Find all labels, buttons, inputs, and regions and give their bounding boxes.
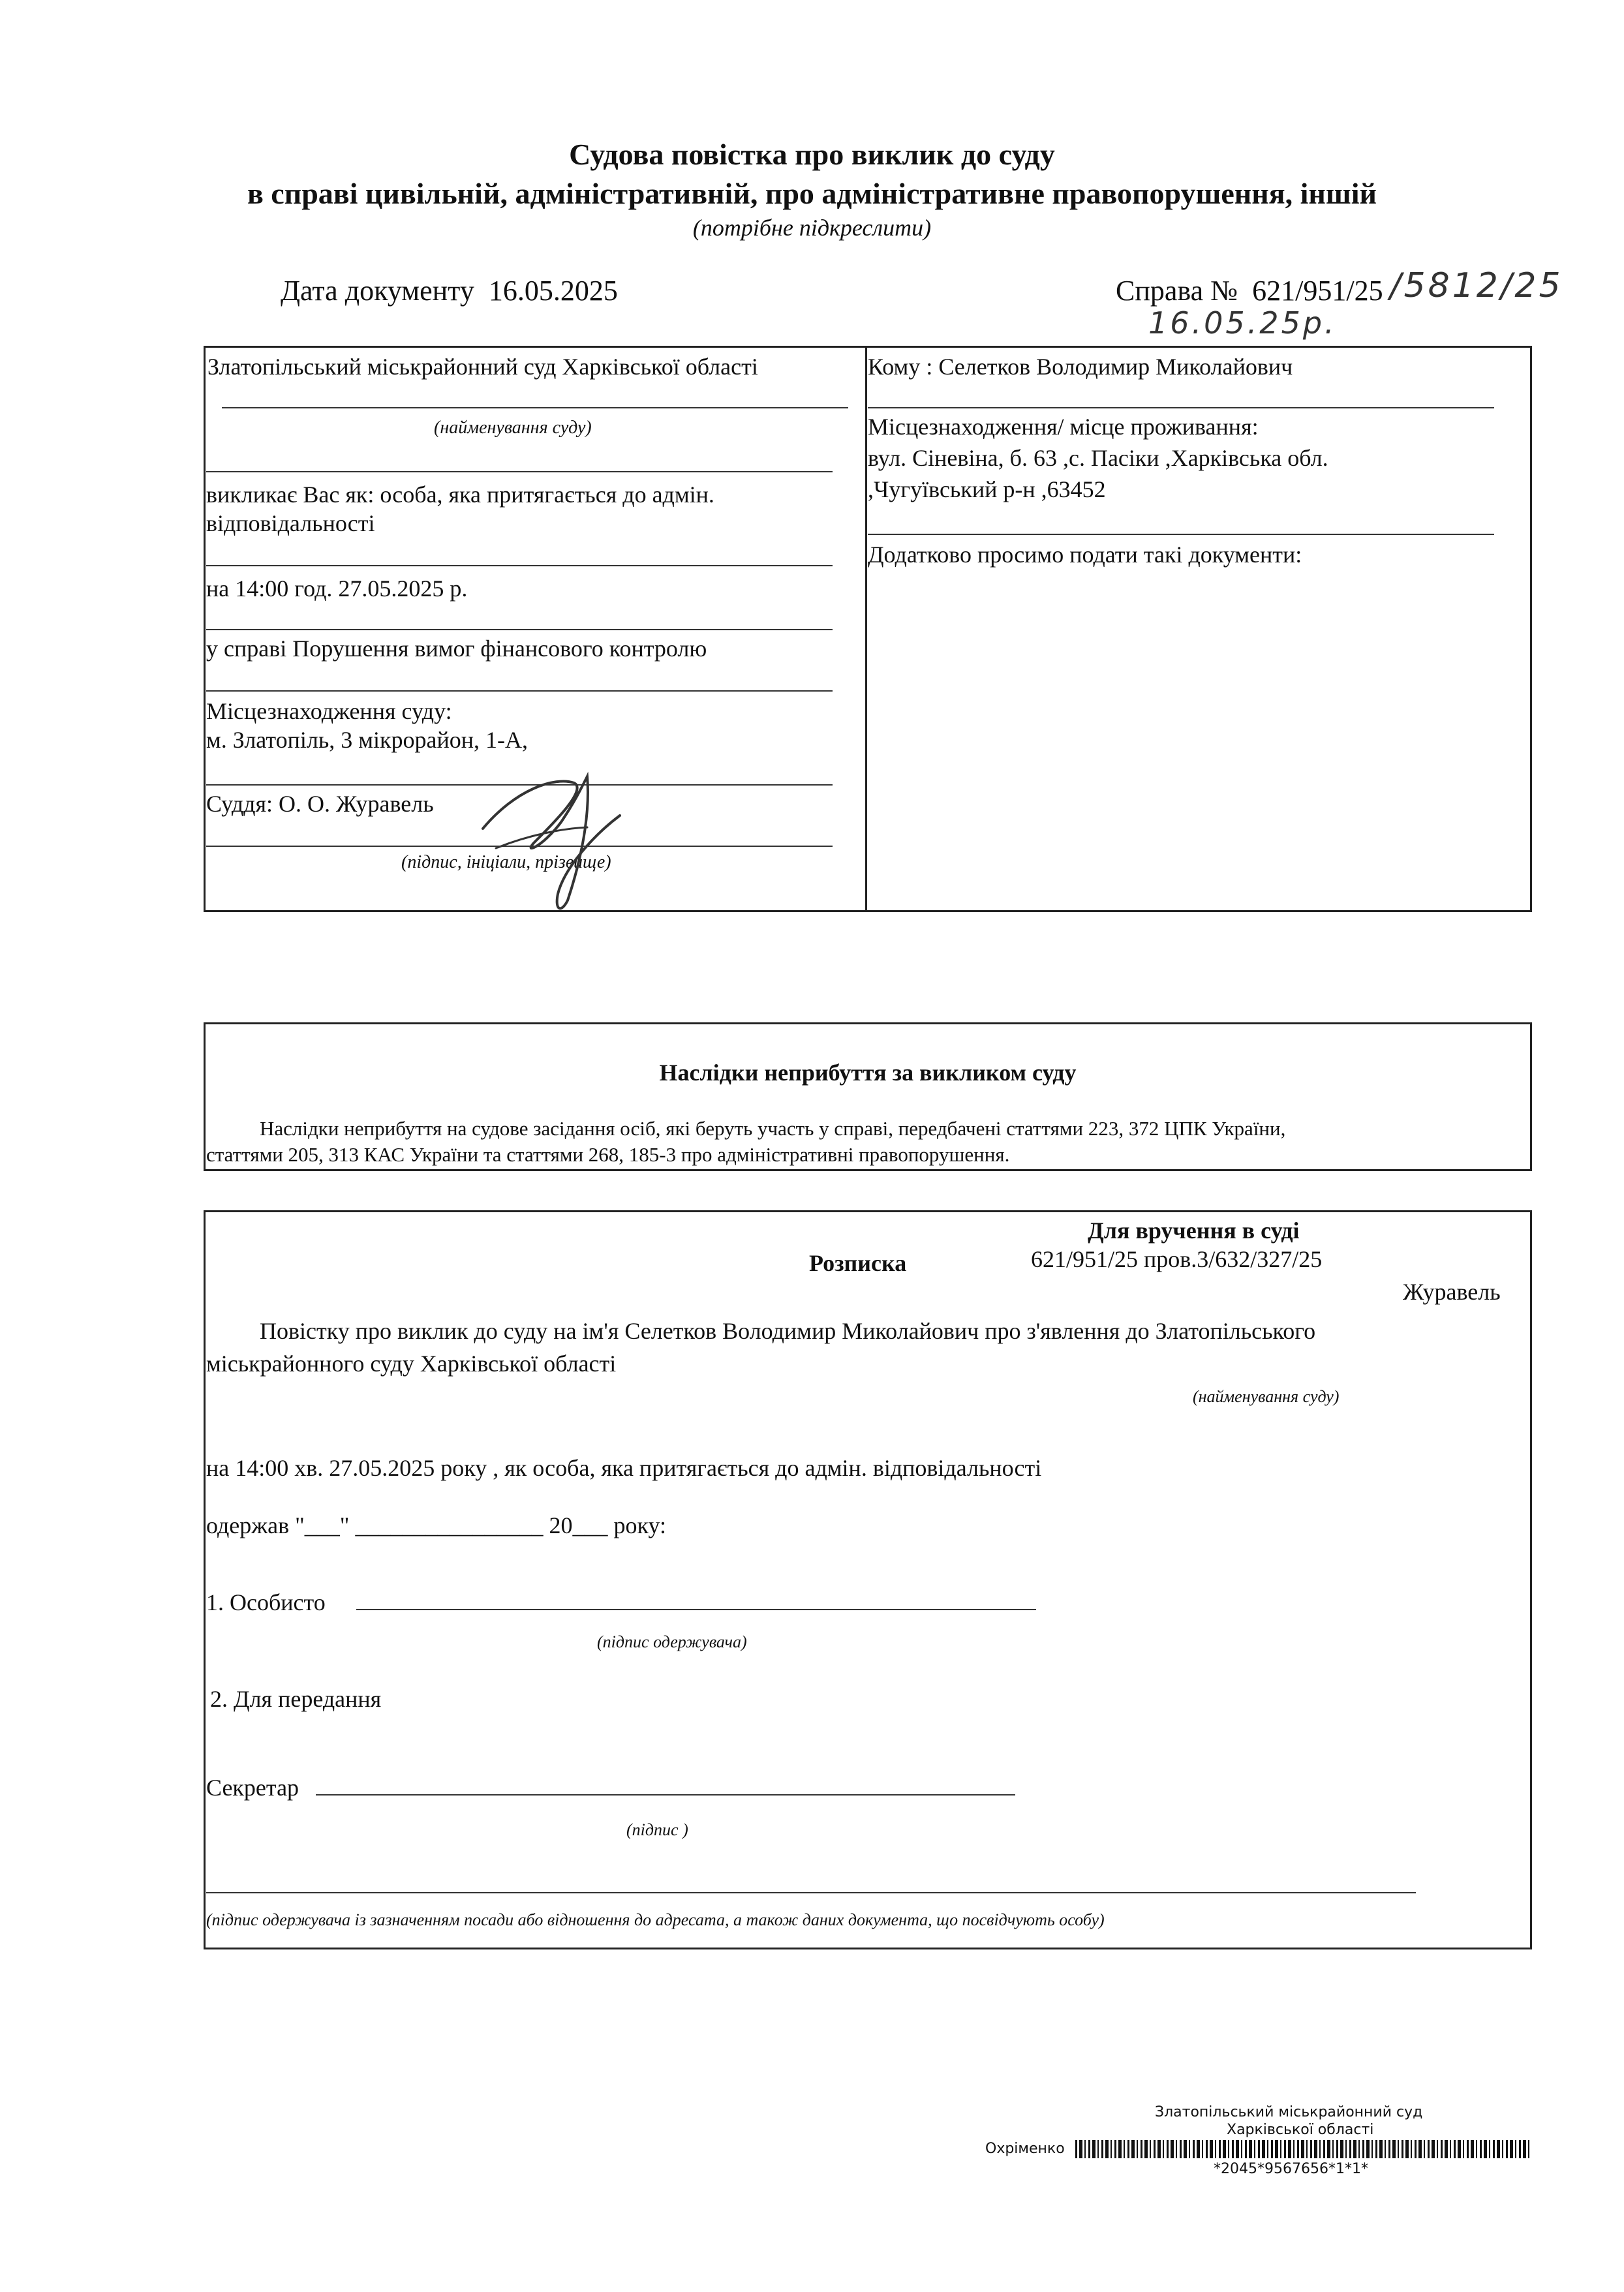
- barcode-text: *2045*9567656*1*1*: [1214, 2161, 1368, 2177]
- court-name: Златопільський міськрайонний суд Харківської області: [207, 354, 758, 380]
- receipt-personal-label: 1. Особисто: [206, 1589, 326, 1615]
- document-date: [281, 274, 618, 307]
- document-title: Судова повістка про виклик до суду: [569, 138, 1055, 171]
- consequences-text-line1: Наслідки неприбуття на судове засідання осіб, які беруть участь у справі, передбачені статтями 223, 372 ЦПК України,: [260, 1117, 1286, 1140]
- recipient-address-line2: ,Чугуївський р-н ,63452: [868, 476, 1106, 502]
- recipient-underline: [868, 407, 1494, 408]
- case-number-label: Справа №: [1116, 275, 1238, 307]
- case-number: [1116, 274, 1383, 307]
- handwritten-registration-number: /5812/25: [1390, 266, 1563, 305]
- receipt-received-line: одержав "___" ________________ 20___ року:: [206, 1512, 667, 1538]
- hearing-time-underline: [206, 629, 833, 630]
- recipient: Кому : Селетков Володимир Миколайович: [868, 354, 1293, 380]
- receipt-for-court: Для вручення в суді: [1088, 1217, 1300, 1244]
- court-location-label: Місцезнаходження суду:: [206, 698, 452, 724]
- receipt-judge: Журавель: [1403, 1279, 1501, 1305]
- summons-role-line2: відповідальності: [206, 510, 375, 536]
- document-date-label: Дата документу: [281, 275, 474, 307]
- recipient-address-underline: [868, 534, 1494, 535]
- document-subtitle: в справі цивільній, адміністративній, про адміністративне правопорушення, іншій: [247, 177, 1377, 210]
- receipt-secretary-caption: (підпис ): [626, 1820, 688, 1839]
- court-location-value: м. Златопіль, 3 мікрорайон, 1-А,: [206, 727, 529, 753]
- summons-role-line1: викликає Вас як: особа, яка притягається до адмін.: [206, 481, 714, 508]
- recipient-address-label: Місцезнаходження/ місце проживання:: [868, 414, 1259, 440]
- receipt-title: Розписка: [809, 1250, 907, 1276]
- court-name-underline: [222, 407, 848, 408]
- receipt-personal-caption: (підпис одержувача): [597, 1632, 747, 1651]
- handwritten-registration-date: 16.05.25р.: [1148, 305, 1337, 341]
- court-caption-underline: [206, 471, 833, 472]
- additional-documents: Додатково просимо подати такі документи:: [868, 542, 1302, 568]
- receipt-footer-line: [206, 1892, 1416, 1893]
- summons-table-divider: [865, 346, 867, 912]
- receipt-footer-caption: (підпис одержувача із зазначенням посади або відношення до адресата, а також даних документа, що посвідчують особу): [206, 1910, 1105, 1929]
- receipt-body-line2: міськрайонного суду Харківської області: [206, 1351, 617, 1377]
- hearing-time: на 14:00 год. 27.05.2025 р.: [206, 575, 468, 602]
- case-number-value: 621/951/25: [1252, 275, 1383, 307]
- underline-note: (потрібне підкреслити): [692, 215, 932, 241]
- barcode: [1075, 2140, 1532, 2158]
- receipt-case-ref: 621/951/25 пров.3/632/327/25: [1031, 1246, 1323, 1272]
- receipt-secretary-signature-line: [316, 1794, 1015, 1795]
- consequences-text-line2: статтями 205, 313 КАС України та статтями 268, 185-3 про адміністративні правопорушення.: [206, 1143, 1010, 1166]
- case-subject-underline: [206, 690, 833, 692]
- judge-signature: [457, 750, 666, 920]
- receipt-transfer-label: 2. Для передання: [210, 1686, 382, 1712]
- judge-name: Суддя: О. О. Журавель: [206, 791, 434, 817]
- receipt-time-line: на 14:00 хв. 27.05.2025 року , як особа, яка притягається до адмін. відповідальності: [206, 1455, 1042, 1481]
- document-date-value: 16.05.2025: [488, 275, 618, 307]
- summons-role-underline: [206, 565, 833, 566]
- case-subject: у справі Порушення вимог фінансового контролю: [206, 635, 707, 662]
- stamp-court-line2: Харківської області: [1227, 2122, 1374, 2138]
- consequences-title: Наслідки неприбуття за викликом суду: [659, 1060, 1077, 1086]
- court-name-caption: (найменування суду): [434, 418, 592, 438]
- receipt-secretary-label: Секретар: [206, 1775, 299, 1801]
- receipt-court-caption: (найменування суду): [1193, 1387, 1340, 1406]
- recipient-address-line1: вул. Сіневіна, б. 63 ,с. Пасіки ,Харківська обл.: [868, 445, 1328, 471]
- receipt-personal-signature-line: [356, 1609, 1036, 1610]
- receipt-body-line1: Повістку про виклик до суду на ім'я Селетков Володимир Миколайович про з'явлення до Златопільського: [260, 1318, 1316, 1344]
- judge-caption: (підпис, ініціали, прізвище): [401, 852, 611, 872]
- stamp-clerk: Охріменко: [985, 2141, 1065, 2157]
- stamp-court-line1: Златопільський міськрайонний суд: [1155, 2104, 1423, 2120]
